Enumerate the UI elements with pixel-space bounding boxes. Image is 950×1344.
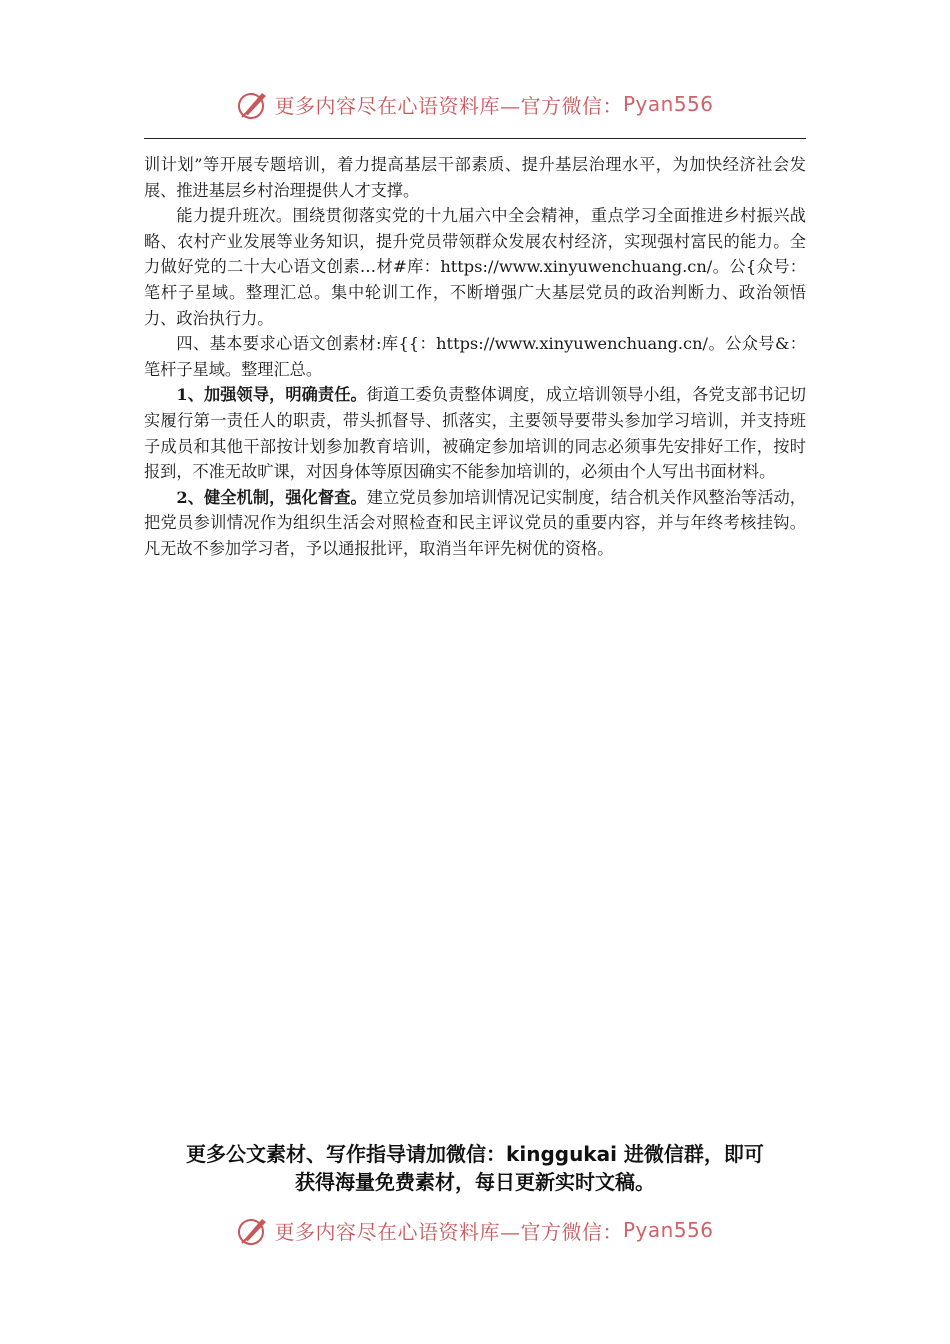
quill-logo-icon [236, 1213, 270, 1247]
header-rule [144, 138, 806, 139]
document-body [144, 152, 806, 562]
paragraph-3: 四、基本要求心语文创素材:库{{：https://www.xinyuwenchuang.cn/。公众号&：笔杆子星域。整理汇总。 [144, 334, 806, 379]
paragraph-5 [144, 485, 806, 562]
banner-wechat-id: Pyan556 [622, 1218, 714, 1242]
paragraph-5-text: 建立党员参加培训情况记实制度，结合机关作风整治等活动，把党员参训情况作为组织生活会对照检查和民主评议党员的重要内容，并与年终考核挂钩。凡无故不参加学习者，予以通报批评，取消当年评先树优的资格。 [144, 487, 806, 558]
banner-text: 更多内容尽在心语资料库—官方微信： [274, 1219, 623, 1244]
banner-text: 更多内容尽在心语资料库—官方微信： [274, 93, 623, 118]
banner-wechat-id: Pyan556 [622, 92, 714, 116]
quill-logo-icon [236, 87, 270, 121]
paragraph-1: 训计划”等开展专题培训，着力提高基层干部素质、提升基层治理水平，为加快经济社会发展、推进基层乡村治理提供人才支撑。 [144, 155, 806, 200]
footer-note [100, 1140, 850, 1196]
footer-banner [0, 1210, 950, 1250]
paragraph-4-heading: 1、加强领导，明确责任。 [176, 385, 367, 405]
footer-line-1: 更多公文素材、写作指导请加微信：kinggukai 进微信群，即可 [186, 1142, 764, 1166]
paragraph-4 [144, 382, 806, 484]
paragraph-5-heading: 2、健全机制，强化督查。 [176, 487, 367, 507]
paragraph-4-text: 街道工委负责整体调度，成立培训领导小组，各党支部书记切实履行第一责任人的职责，带头抓督导、抓落实，主要领导要带头参加学习培训，并支持班子成员和其他干部按计划参加教育培训，被确定参加培训的同志必须事先安排好工作，按时报到，不准无故旷课，对因身体等原因确实不能参加培训的，必须由个人写出书面材料。 [144, 385, 806, 482]
paragraph-2: 能力提升班次。围绕贯彻落实党的十九届六中全会精神，重点学习全面推进乡村振兴战略、农村产业发展等业务知识，提升党员带领群众发展农村经济，实现强村富民的能力。全力做好党的二十大心语文创素…材#库：https://www.xinyuwenchuang.cn/。公{众号：笔杆子星域。整理汇总。集中轮训工作，不断增强广大基层党员的政治判断力、政治领悟力、政治执行力。 [144, 206, 806, 328]
header-banner [0, 84, 950, 124]
footer-line-2: 获得海量免费素材，每日更新实时文稿。 [295, 1170, 655, 1194]
